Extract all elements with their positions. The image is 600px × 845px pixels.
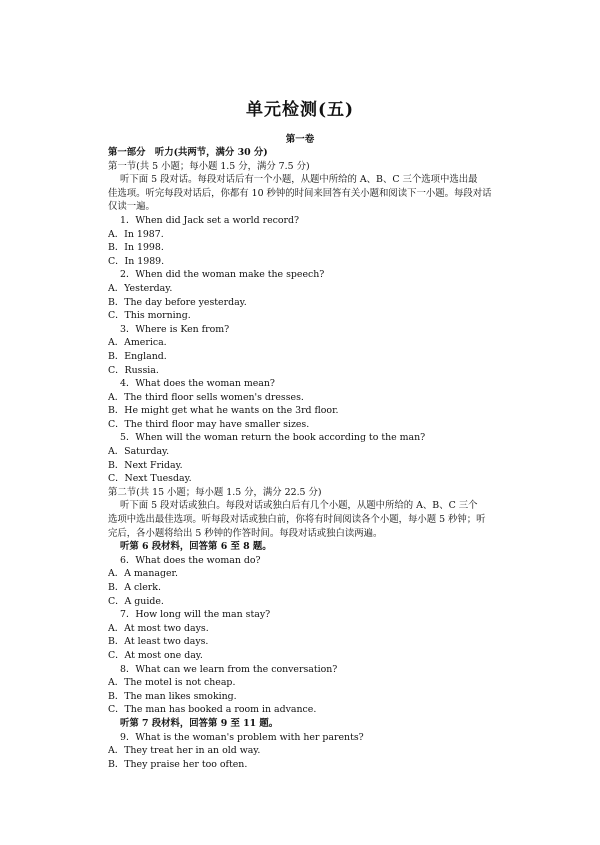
instruction-line: 仅读一遍。	[108, 201, 155, 213]
section1-heading: 第一节(共 5 小题；每小题 1.5 分，满分 7.5 分)	[108, 160, 310, 172]
option-c: C．The man has booked a room in advance.	[108, 704, 317, 716]
option-c: C．Next Tuesday.	[108, 473, 192, 485]
option-c: C．In 1989.	[108, 255, 165, 267]
option-a: A．In 1987.	[108, 228, 164, 240]
option-c: C．At most one day.	[108, 649, 203, 661]
option-b: B．In 1998.	[108, 242, 164, 254]
question-2	[108, 268, 500, 322]
question-4	[108, 377, 500, 431]
option-b: B．He might get what he wants on the 3rd floor.	[108, 405, 339, 417]
volume-subtitle: 第一卷	[285, 134, 315, 145]
option-b: B．At least two days.	[108, 636, 209, 648]
instruction-line: 佳选项。听完每段对话后，你都有 10 秒钟的时间来回答有关小题和阅读下一小题。每段对话	[108, 187, 492, 199]
option-a: A．Saturday.	[108, 446, 170, 458]
option-c: C．The third floor may have smaller sizes.	[108, 418, 310, 430]
group-heading: 听第 6 段材料，回答第 6 至 8 题。	[120, 541, 272, 553]
option-b: B．The day before yesterday.	[108, 296, 247, 308]
question-6	[108, 554, 500, 608]
question-text: 5．When will the woman return the book according to the man?	[120, 432, 426, 444]
option-b: B．The man likes smoking.	[108, 690, 237, 702]
group-heading: 听第 7 段材料，回答第 9 至 11 题。	[120, 717, 279, 729]
option-a: A．At most two days.	[108, 622, 209, 634]
question-9	[108, 731, 500, 772]
question-text: 4．What does the woman mean?	[120, 378, 275, 390]
option-c: C．A guide.	[108, 595, 164, 607]
section1-instructions	[108, 173, 500, 214]
option-b: B．A clerk.	[108, 582, 161, 593]
option-a: A．A manager.	[108, 568, 178, 580]
instruction-line: 完后，各小题将给出 5 秒钟的作答时间。每段对话或独白读两遍。	[108, 527, 383, 539]
question-1	[108, 214, 500, 268]
question-7	[108, 608, 500, 662]
option-a: A．Yesterday.	[108, 282, 173, 294]
option-c: C．This morning.	[108, 310, 191, 322]
question-text: 3．Where is Ken from?	[120, 323, 230, 335]
question-8	[108, 663, 500, 717]
option-a: A．The third floor sells women's dresses.	[108, 391, 304, 403]
option-a: A．America.	[108, 337, 167, 349]
question-text: 6．What does the woman do?	[120, 554, 261, 566]
question-text: 1．When did Jack set a world record?	[120, 214, 300, 226]
page-title: 单元检测(五)	[245, 100, 355, 120]
option-c: C．Russia.	[108, 364, 159, 376]
question-text: 9．What is the woman's problem with her parents?	[120, 731, 364, 743]
instruction-line: 选项中选出最佳选项。听每段对话或独白前，你将有时间阅读各个小题，每小题 5 秒钟；听	[108, 514, 486, 526]
instruction-line: 听下面 5 段对话或独白。每段对话或独白后有几个小题，从题中所给的 A、B、C 三个	[120, 500, 478, 512]
option-a: A．They treat her in an old way.	[108, 745, 261, 757]
option-b: B．They praise her too often.	[108, 758, 248, 770]
part-heading: 第一部分 听力(共两节，满分 30 分)	[108, 147, 268, 158]
option-a: A．The motel is not cheap.	[108, 677, 236, 689]
option-b: B．Next Friday.	[108, 459, 183, 471]
question-text: 2．When did the woman make the speech?	[120, 269, 325, 281]
document-body	[108, 146, 500, 771]
question-text: 7．How long will the man stay?	[120, 609, 271, 621]
question-3	[108, 323, 500, 377]
question-5	[108, 431, 500, 485]
option-b: B．England.	[108, 350, 167, 362]
section2-heading: 第二节(共 15 小题；每小题 1.5 分，满分 22.5 分)	[108, 486, 322, 498]
question-text: 8．What can we learn from the conversation?	[120, 663, 338, 675]
instruction-line: 听下面 5 段对话。每段对话后有一个小题，从题中所给的 A、B、C 三个选项中选出最	[120, 174, 478, 186]
section2-instructions	[108, 499, 500, 540]
